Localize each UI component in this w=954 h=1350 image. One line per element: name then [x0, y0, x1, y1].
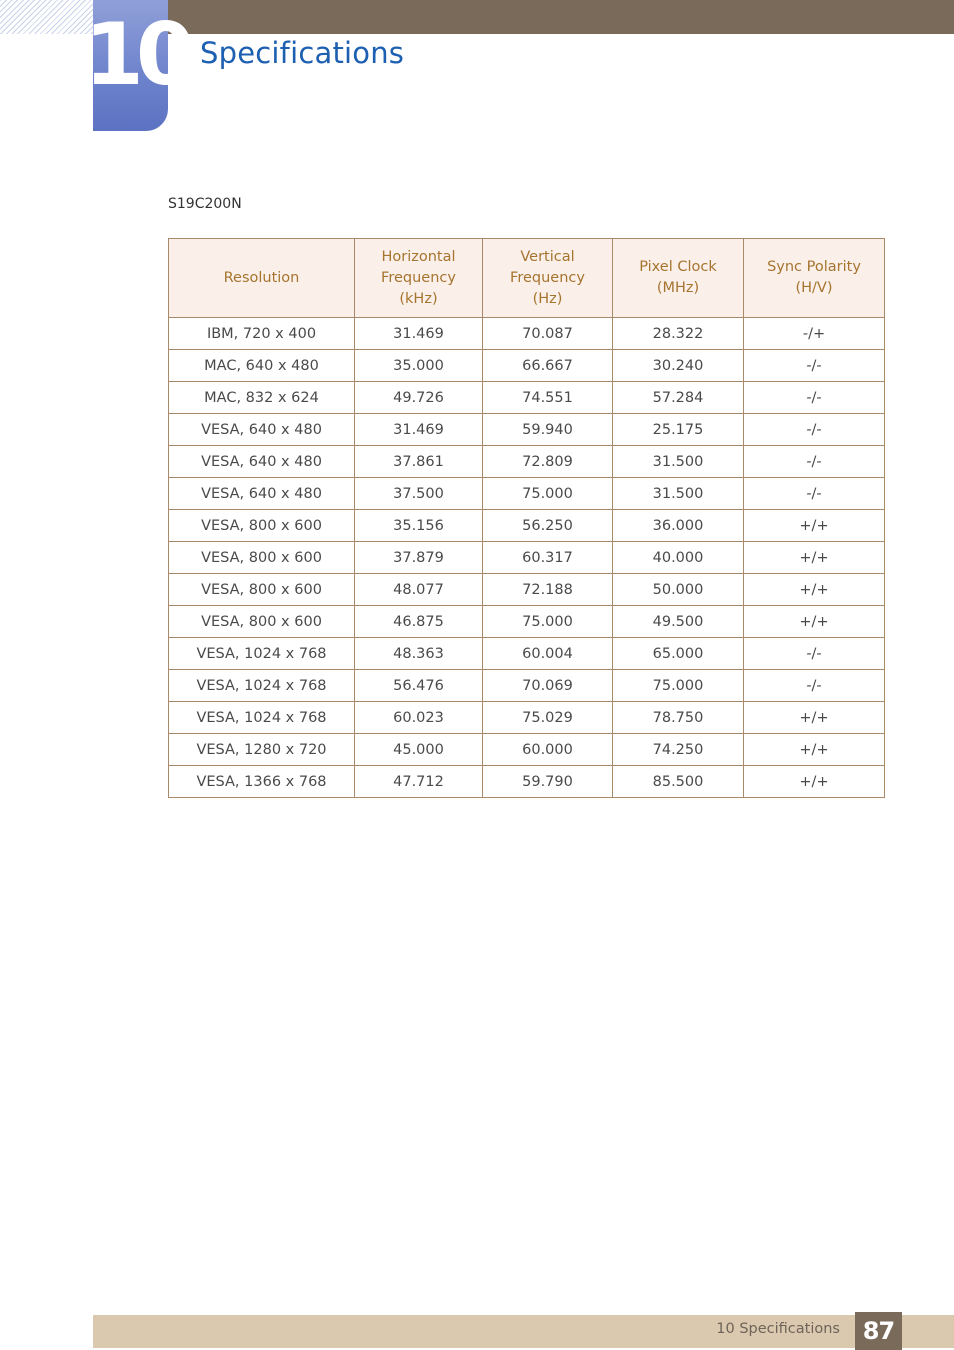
cell-sync-polarity: +/+ [744, 574, 885, 606]
cell-horizontal-frequency: 47.712 [355, 766, 483, 798]
cell-sync-polarity: -/- [744, 350, 885, 382]
cell-resolution: VESA, 1024 x 768 [169, 702, 355, 734]
cell-sync-polarity: -/- [744, 670, 885, 702]
cell-sync-polarity: -/- [744, 414, 885, 446]
table-row [169, 638, 885, 670]
cell-resolution: VESA, 1280 x 720 [169, 734, 355, 766]
cell-sync-polarity: +/+ [744, 734, 885, 766]
page-number: 87 [855, 1312, 902, 1350]
cell-resolution: VESA, 1024 x 768 [169, 638, 355, 670]
cell-resolution: VESA, 800 x 600 [169, 542, 355, 574]
cell-sync-polarity: +/+ [744, 702, 885, 734]
cell-sync-polarity: -/- [744, 478, 885, 510]
cell-horizontal-frequency: 49.726 [355, 382, 483, 414]
cell-horizontal-frequency: 31.469 [355, 414, 483, 446]
cell-vertical-frequency: 70.087 [483, 318, 613, 350]
table-row [169, 318, 885, 350]
cell-resolution: VESA, 640 x 480 [169, 446, 355, 478]
cell-vertical-frequency: 74.551 [483, 382, 613, 414]
cell-pixel-clock: 65.000 [613, 638, 744, 670]
cell-resolution: VESA, 1024 x 768 [169, 670, 355, 702]
cell-pixel-clock: 75.000 [613, 670, 744, 702]
cell-horizontal-frequency: 48.077 [355, 574, 483, 606]
table-row [169, 510, 885, 542]
cell-sync-polarity: -/- [744, 638, 885, 670]
cell-vertical-frequency: 59.940 [483, 414, 613, 446]
cell-horizontal-frequency: 48.363 [355, 638, 483, 670]
cell-vertical-frequency: 59.790 [483, 766, 613, 798]
cell-pixel-clock: 25.175 [613, 414, 744, 446]
cell-sync-polarity: -/- [744, 382, 885, 414]
header-line: (kHz) [399, 290, 438, 307]
cell-horizontal-frequency: 46.875 [355, 606, 483, 638]
cell-vertical-frequency: 60.000 [483, 734, 613, 766]
cell-vertical-frequency: 66.667 [483, 350, 613, 382]
header-line: Sync Polarity [767, 259, 861, 275]
cell-sync-polarity: +/+ [744, 606, 885, 638]
header-horizontal-frequency [355, 239, 483, 318]
cell-vertical-frequency: 75.000 [483, 478, 613, 510]
cell-resolution: VESA, 800 x 600 [169, 510, 355, 542]
cell-sync-polarity: -/- [744, 446, 885, 478]
cell-horizontal-frequency: 35.000 [355, 350, 483, 382]
model-label: S19C200N [168, 196, 242, 212]
cell-horizontal-frequency: 37.879 [355, 542, 483, 574]
cell-pixel-clock: 40.000 [613, 542, 744, 574]
cell-vertical-frequency: 72.809 [483, 446, 613, 478]
cell-horizontal-frequency: 37.500 [355, 478, 483, 510]
table-row [169, 702, 885, 734]
header-line: Resolution [223, 269, 300, 286]
cell-sync-polarity: +/+ [744, 542, 885, 574]
cell-vertical-frequency: 70.069 [483, 670, 613, 702]
table-row [169, 350, 885, 382]
header-line: Frequency [381, 269, 456, 286]
cell-horizontal-frequency: 37.861 [355, 446, 483, 478]
cell-pixel-clock: 49.500 [613, 606, 744, 638]
timing-table [168, 238, 885, 798]
cell-sync-polarity: +/+ [744, 766, 885, 798]
header-line: (MHz) [656, 280, 700, 296]
cell-horizontal-frequency: 60.023 [355, 702, 483, 734]
header-bar [168, 0, 954, 34]
header-pixel-clock [613, 239, 744, 318]
cell-resolution: IBM, 720 x 400 [169, 318, 355, 350]
cell-horizontal-frequency: 31.469 [355, 318, 483, 350]
cell-horizontal-frequency: 35.156 [355, 510, 483, 542]
header-vertical-frequency [483, 239, 613, 318]
table-row [169, 478, 885, 510]
table-row [169, 446, 885, 478]
cell-sync-polarity: +/+ [744, 510, 885, 542]
cell-pixel-clock: 31.500 [613, 446, 744, 478]
cell-pixel-clock: 78.750 [613, 702, 744, 734]
cell-resolution: VESA, 1366 x 768 [169, 766, 355, 798]
cell-pixel-clock: 50.000 [613, 574, 744, 606]
cell-horizontal-frequency: 56.476 [355, 670, 483, 702]
table-row [169, 766, 885, 798]
corner-hatch-decoration [0, 0, 93, 34]
cell-vertical-frequency: 60.317 [483, 542, 613, 574]
chapter-number: 10 [84, 5, 188, 105]
cell-vertical-frequency: 72.188 [483, 574, 613, 606]
header-sync-polarity [744, 239, 885, 318]
table-header-row [169, 239, 885, 318]
cell-vertical-frequency: 75.029 [483, 702, 613, 734]
header-line: Pixel Clock [639, 259, 717, 275]
cell-resolution: VESA, 640 x 480 [169, 414, 355, 446]
cell-pixel-clock: 74.250 [613, 734, 744, 766]
cell-resolution: VESA, 800 x 600 [169, 574, 355, 606]
table-row [169, 382, 885, 414]
cell-pixel-clock: 36.000 [613, 510, 744, 542]
cell-horizontal-frequency: 45.000 [355, 734, 483, 766]
cell-vertical-frequency: 60.004 [483, 638, 613, 670]
cell-pixel-clock: 57.284 [613, 382, 744, 414]
table-row [169, 734, 885, 766]
cell-resolution: MAC, 832 x 624 [169, 382, 355, 414]
page-title: Specifications [200, 36, 405, 70]
header-line: (Hz) [532, 290, 563, 307]
header-resolution [169, 239, 355, 318]
cell-resolution: VESA, 640 x 480 [169, 478, 355, 510]
cell-pixel-clock: 85.500 [613, 766, 744, 798]
cell-vertical-frequency: 56.250 [483, 510, 613, 542]
table-row [169, 606, 885, 638]
header-line: (H/V) [795, 280, 833, 296]
footer-section-label: 10 Specifications [716, 1321, 840, 1337]
cell-resolution: VESA, 800 x 600 [169, 606, 355, 638]
cell-sync-polarity: -/+ [744, 318, 885, 350]
cell-pixel-clock: 31.500 [613, 478, 744, 510]
cell-resolution: MAC, 640 x 480 [169, 350, 355, 382]
header-line: Vertical [520, 248, 575, 265]
cell-vertical-frequency: 75.000 [483, 606, 613, 638]
header-line: Horizontal [381, 248, 456, 265]
table-row [169, 670, 885, 702]
table-row [169, 414, 885, 446]
cell-pixel-clock: 30.240 [613, 350, 744, 382]
table-row [169, 574, 885, 606]
header-line: Frequency [510, 269, 585, 286]
cell-pixel-clock: 28.322 [613, 318, 744, 350]
table-row [169, 542, 885, 574]
